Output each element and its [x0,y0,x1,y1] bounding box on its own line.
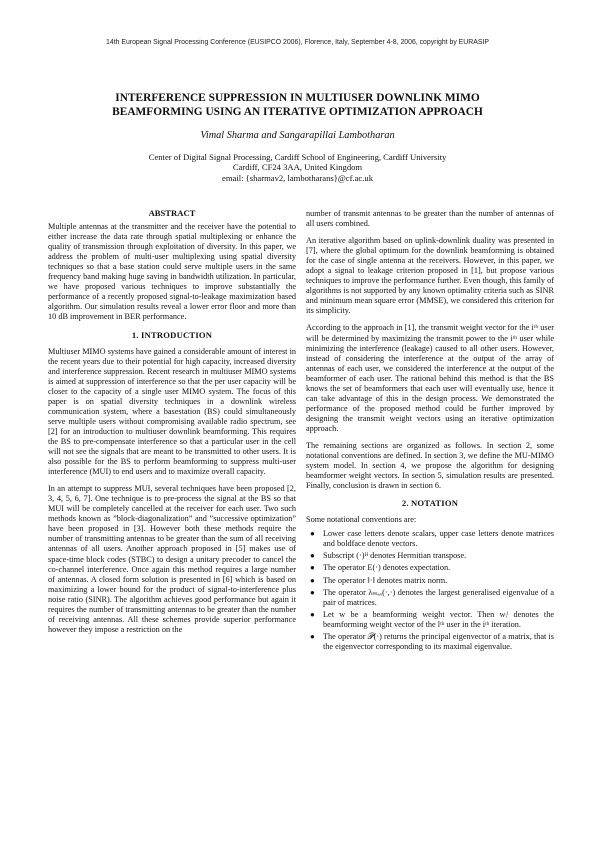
intro-paragraph-3: number of transmit antennas to be greater than the number of antennas of all users combined. [306,209,554,229]
abstract-heading: ABSTRACT [148,208,196,218]
affiliation-line-2: Cardiff, CF24 3AA, United Kingdom [232,162,363,173]
bullet-icon: ● [310,551,315,561]
affiliation [60,152,535,183]
list-item: ● Lower case letters denote scalars, upper case letters denote matrices and boldface denote vectors. [310,529,554,549]
notation-intro: Some notational conventions are: [306,515,417,525]
right-column [306,209,554,654]
left-column [48,208,296,642]
list-item: ● The operator ‖·‖ denotes matrix norm. [310,575,448,585]
notation-list [306,529,554,652]
intro-paragraph-5: According to the approach in [1], the transmit weight vector for the iᵗʰ user will be determined by maximizing the transmit power to the iᵗʰ user while minimizing the interference (leakage) caused to all other users. However, instead of considering the interference at the output of the array of antennas of each user, we considered the interference at the output of the beamformer of each user. The rational behind this method is that the BS knows the set of beamformers that each user will eventually use, hence it can take advantage of this in the design process. We demonstrated the performance of the proposed method could be further improved by designing the transmit weight vectors using an iterative optimization approach. [306,323,554,433]
list-item: ● Let w be a beamforming weight vector. Then wᵢˡ denotes the beamforming weight vector of the lᵗʰ user in the iᵗʰ iteration. [310,609,554,629]
conference-header: 14th European Signal Processing Conference (EUSIPCO 2006), Florence, Italy, September 4-8, 2006, copyright by EURASIP [106,39,489,46]
title-line-1: INTERFERENCE SUPPRESSION IN MULTIUSER DOWNLINK MIMO [115,92,480,104]
affiliation-line-1: Center of Digital Signal Processing, Cardiff School of Engineering, Cardiff University [148,152,447,162]
intro-paragraph-1: Multiuser MIMO systems have gained a considerable amount of interest in the recent years due to their potential for high capacity, increased diversity and interference suppression. Recent research in multiuser MIMO systems is aimed at suppression of interference so that the per user capacity will be closer to the capacity of a single user MIMO system. The focus of this paper is on spatial diversity techniques in a downlink wireless communication system, where a basestation (BS) could simultaneously serve multiple users without compromising available radio spectrum, see [2] for an introduction to multiuser downlink beamforming. This requires the BS to pre-compensate interference so that a particular user in the cell will not see the signals that are meant to be transmitted to other users. It is also possible for the BS to perform beamforming to suppress multi-user interference (MUI) to end users and to maximize overall capacity. [48,346,296,477]
intro-paragraph-2: In an attempt to suppress MUI, several techniques have been proposed [2, 3, 4, 5, 6, 7]. One technique is to pre-process the signal at the BS so that MUI will be completely cancelled at the receiver for each user. Two such methods known as ”block-diagonalization” and ”successive optimization” have been proposed in [3]. However both these methods require the number of transmitting antennas to be greater than the sum of all receiving antennas of all users. Another approach proposed in [5] makes use of space-time block codes (STBC) to design a unitary precoder to cancel the co-channel interference. Once again this method requires a large number of antennas. A closed form solution is presented in [6] which is based on maximizing a lower bound for the product of signal-to-interference plus noise ratio (SINR). The algorithm achieves good performance but again it requires the number of transmitting antennas to be greater than the number of receiving antennas. All these schemes provide superior performance however they impose a restriction on the [48,484,296,634]
intro-paragraph-6: The remaining sections are organized as follows. In section 2, some notational conventions are defined. In section 3, we define the MU-MIMO system model. In section 4, we propose the algorithm for designing beamformer weight vectors. In section 5, simulation results are presented. Finally, conclusion is drawn in section 6. [306,440,554,491]
paper-title [60,92,535,119]
affiliation-email: email: {sharmav2, lambotharans}@cf.ac.uk [222,172,373,183]
abstract-text: Multiple antennas at the transmitter and the receiver have the potential to either increase the data rate through spatial multiplexing or enhance the quality of transmission through exploitation of diversity. In this paper, we address the problem of multi-user multiplexing using spatial diversity techniques so that a base station could serve multiple users in the same frequency band making huge saving in bandwidth utilization. In particular, we have proposed various techniques to improve substantially the performance of a recently proposed signal-to-leakage maximization based algorithm. Our simulation results reveal a lower error floor and more than 10 dB improvement in BER performance. [48,222,296,322]
list-item: ● The operator λₘₐₓ(·,·) denotes the largest generalised eigenvalue of a pair of matrices. [310,587,554,607]
list-item: ● The operator 𝒫(·) returns the principal eigenvector of a matrix, that is the eigenvector corresponding to its maximal eigenvalue. [310,631,554,651]
bullet-icon: ● [310,631,315,641]
bullet-icon: ● [310,563,315,573]
bullet-icon: ● [310,587,315,597]
notation-heading: 2. NOTATION [401,498,459,509]
authors: Vimal Sharma and Sangarapillai Lambotharan [200,130,395,141]
bullet-icon: ● [310,609,315,619]
list-item: ● Subscript (·)ᴴ denotes Hermitian transpose. [310,551,467,561]
title-line-2: BEAMFORMING USING AN ITERATIVE OPTIMIZATION APPROACH [112,105,483,118]
intro-heading: 1. INTRODUCTION [131,329,213,340]
bullet-icon: ● [310,529,315,539]
bullet-icon: ● [310,575,315,585]
list-item: ● The operator E(·) denotes expectation. [310,563,451,573]
intro-paragraph-4: An iterative algorithm based on uplink-downlink duality was presented in [7], where the global optimum for the downlink beamforming is obtained for the case of single antenna at the receivers. However, in this paper, we adopt a signal to leakage criterion proposed in [1], but propose various techniques to improve the performance further. Even though, this family of algorithms is not supported by any known optimality criteria such as SINR and minimum mean square error (MMSE), we considered this criterion for its simplicity. [306,236,554,316]
